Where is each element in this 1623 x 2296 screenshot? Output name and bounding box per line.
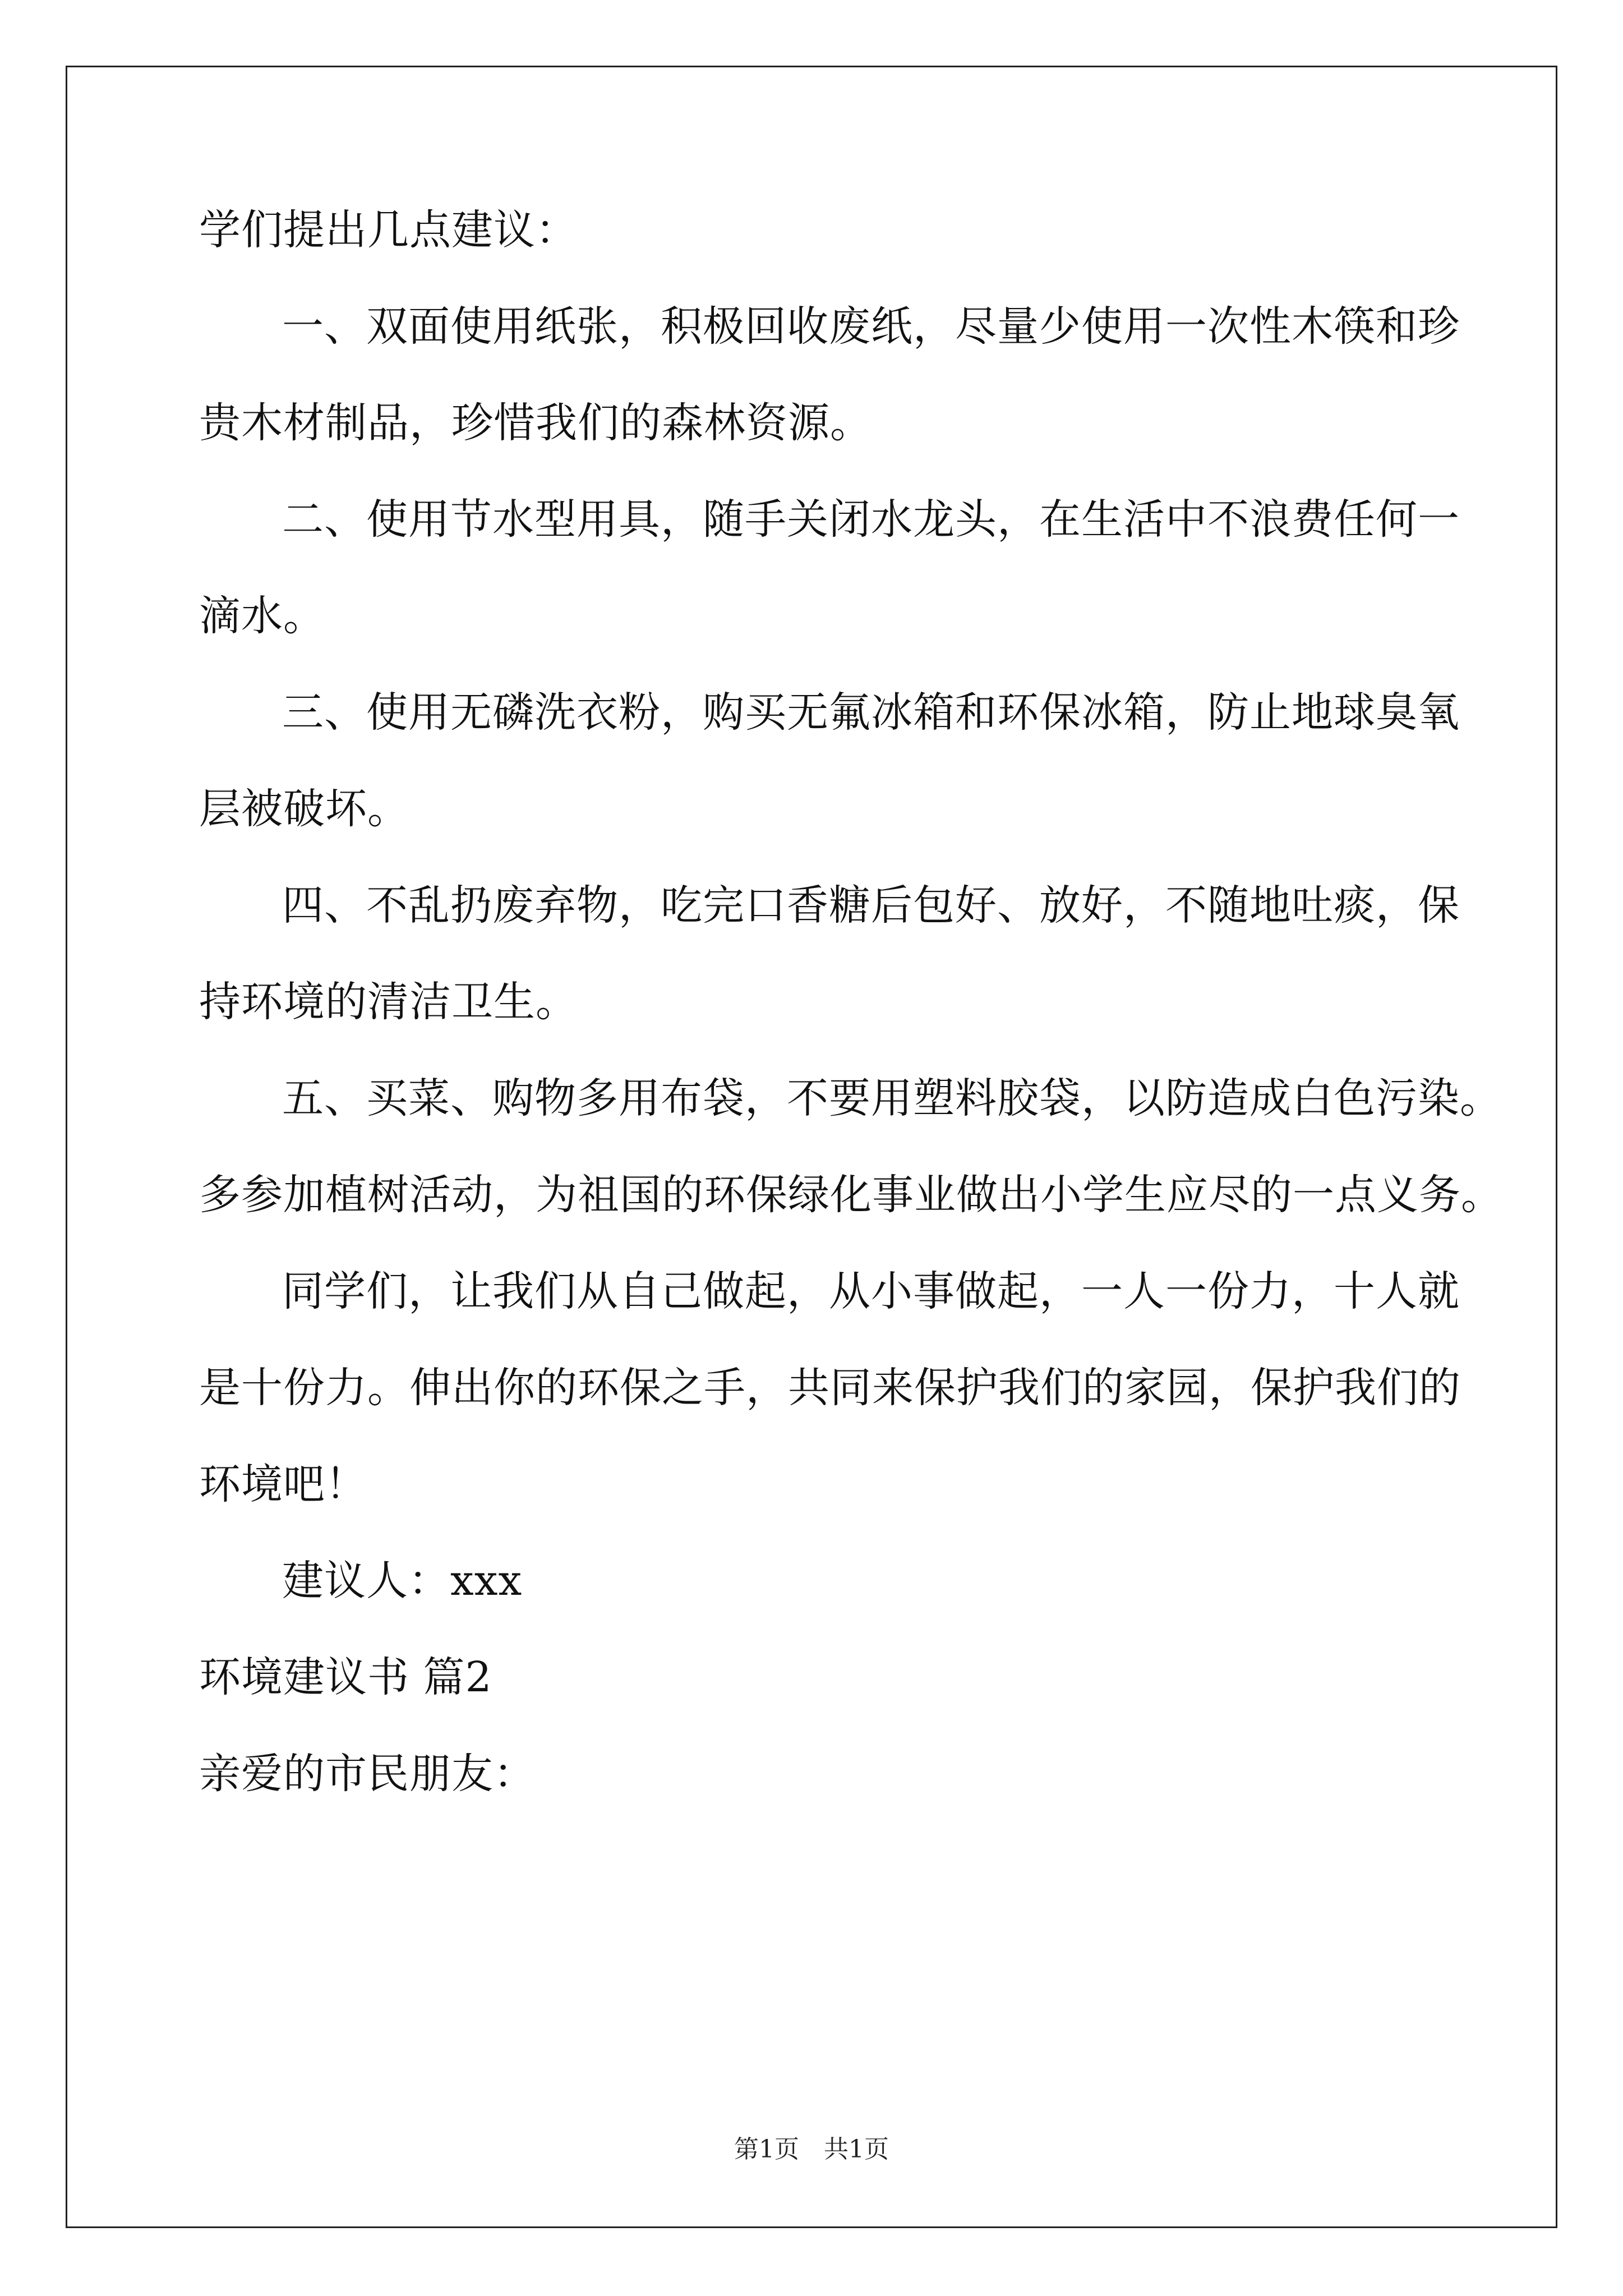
text-line: 贵木材制品，珍惜我们的森林资源。	[199, 399, 872, 447]
text-line: 四、不乱扔废弃物，吃完口香糖后包好、放好，不随地吐痰，保	[282, 881, 1460, 930]
text-line: 环境吧！	[199, 1460, 367, 1508]
page-border	[66, 66, 1557, 2228]
text-line: 多参加植树活动，为祖国的环保绿化事业做出小学生应尽的一点义务。	[199, 1171, 1503, 1219]
text-line: 是十份力。伸出你的环保之手，共同来保护我们的家园，保护我们的	[199, 1364, 1461, 1412]
text-line: 学们提出几点建议：	[199, 206, 578, 254]
text-line: 同学们，让我们从自己做起，从小事做起，一人一份力，十人就	[282, 1267, 1460, 1315]
text-line: 三、使用无磷洗衣粉，购买无氟冰箱和环保冰箱，防止地球臭氧	[282, 688, 1460, 737]
section-heading: 环境建议书 篇2	[199, 1653, 492, 1701]
text-line: 滴水。	[199, 592, 325, 640]
text-line: 持环境的清洁卫生。	[199, 978, 578, 1026]
text-line: 五、买菜、购物多用布袋，不要用塑料胶袋，以防造成白色污染。	[282, 1074, 1502, 1122]
signature-line: 建议人：xxx	[282, 1557, 523, 1605]
text-line: 二、使用节水型用具，随手关闭水龙头，在生活中不浪费任何一	[282, 495, 1460, 544]
text-line: 层被破坏。	[199, 785, 409, 833]
salutation-line: 亲爱的市民朋友：	[199, 1750, 536, 1798]
page-footer: 第1页 共1页	[734, 2135, 889, 2164]
text-line: 一、双面使用纸张，积极回收废纸，尽量少使用一次性木筷和珍	[282, 302, 1460, 351]
